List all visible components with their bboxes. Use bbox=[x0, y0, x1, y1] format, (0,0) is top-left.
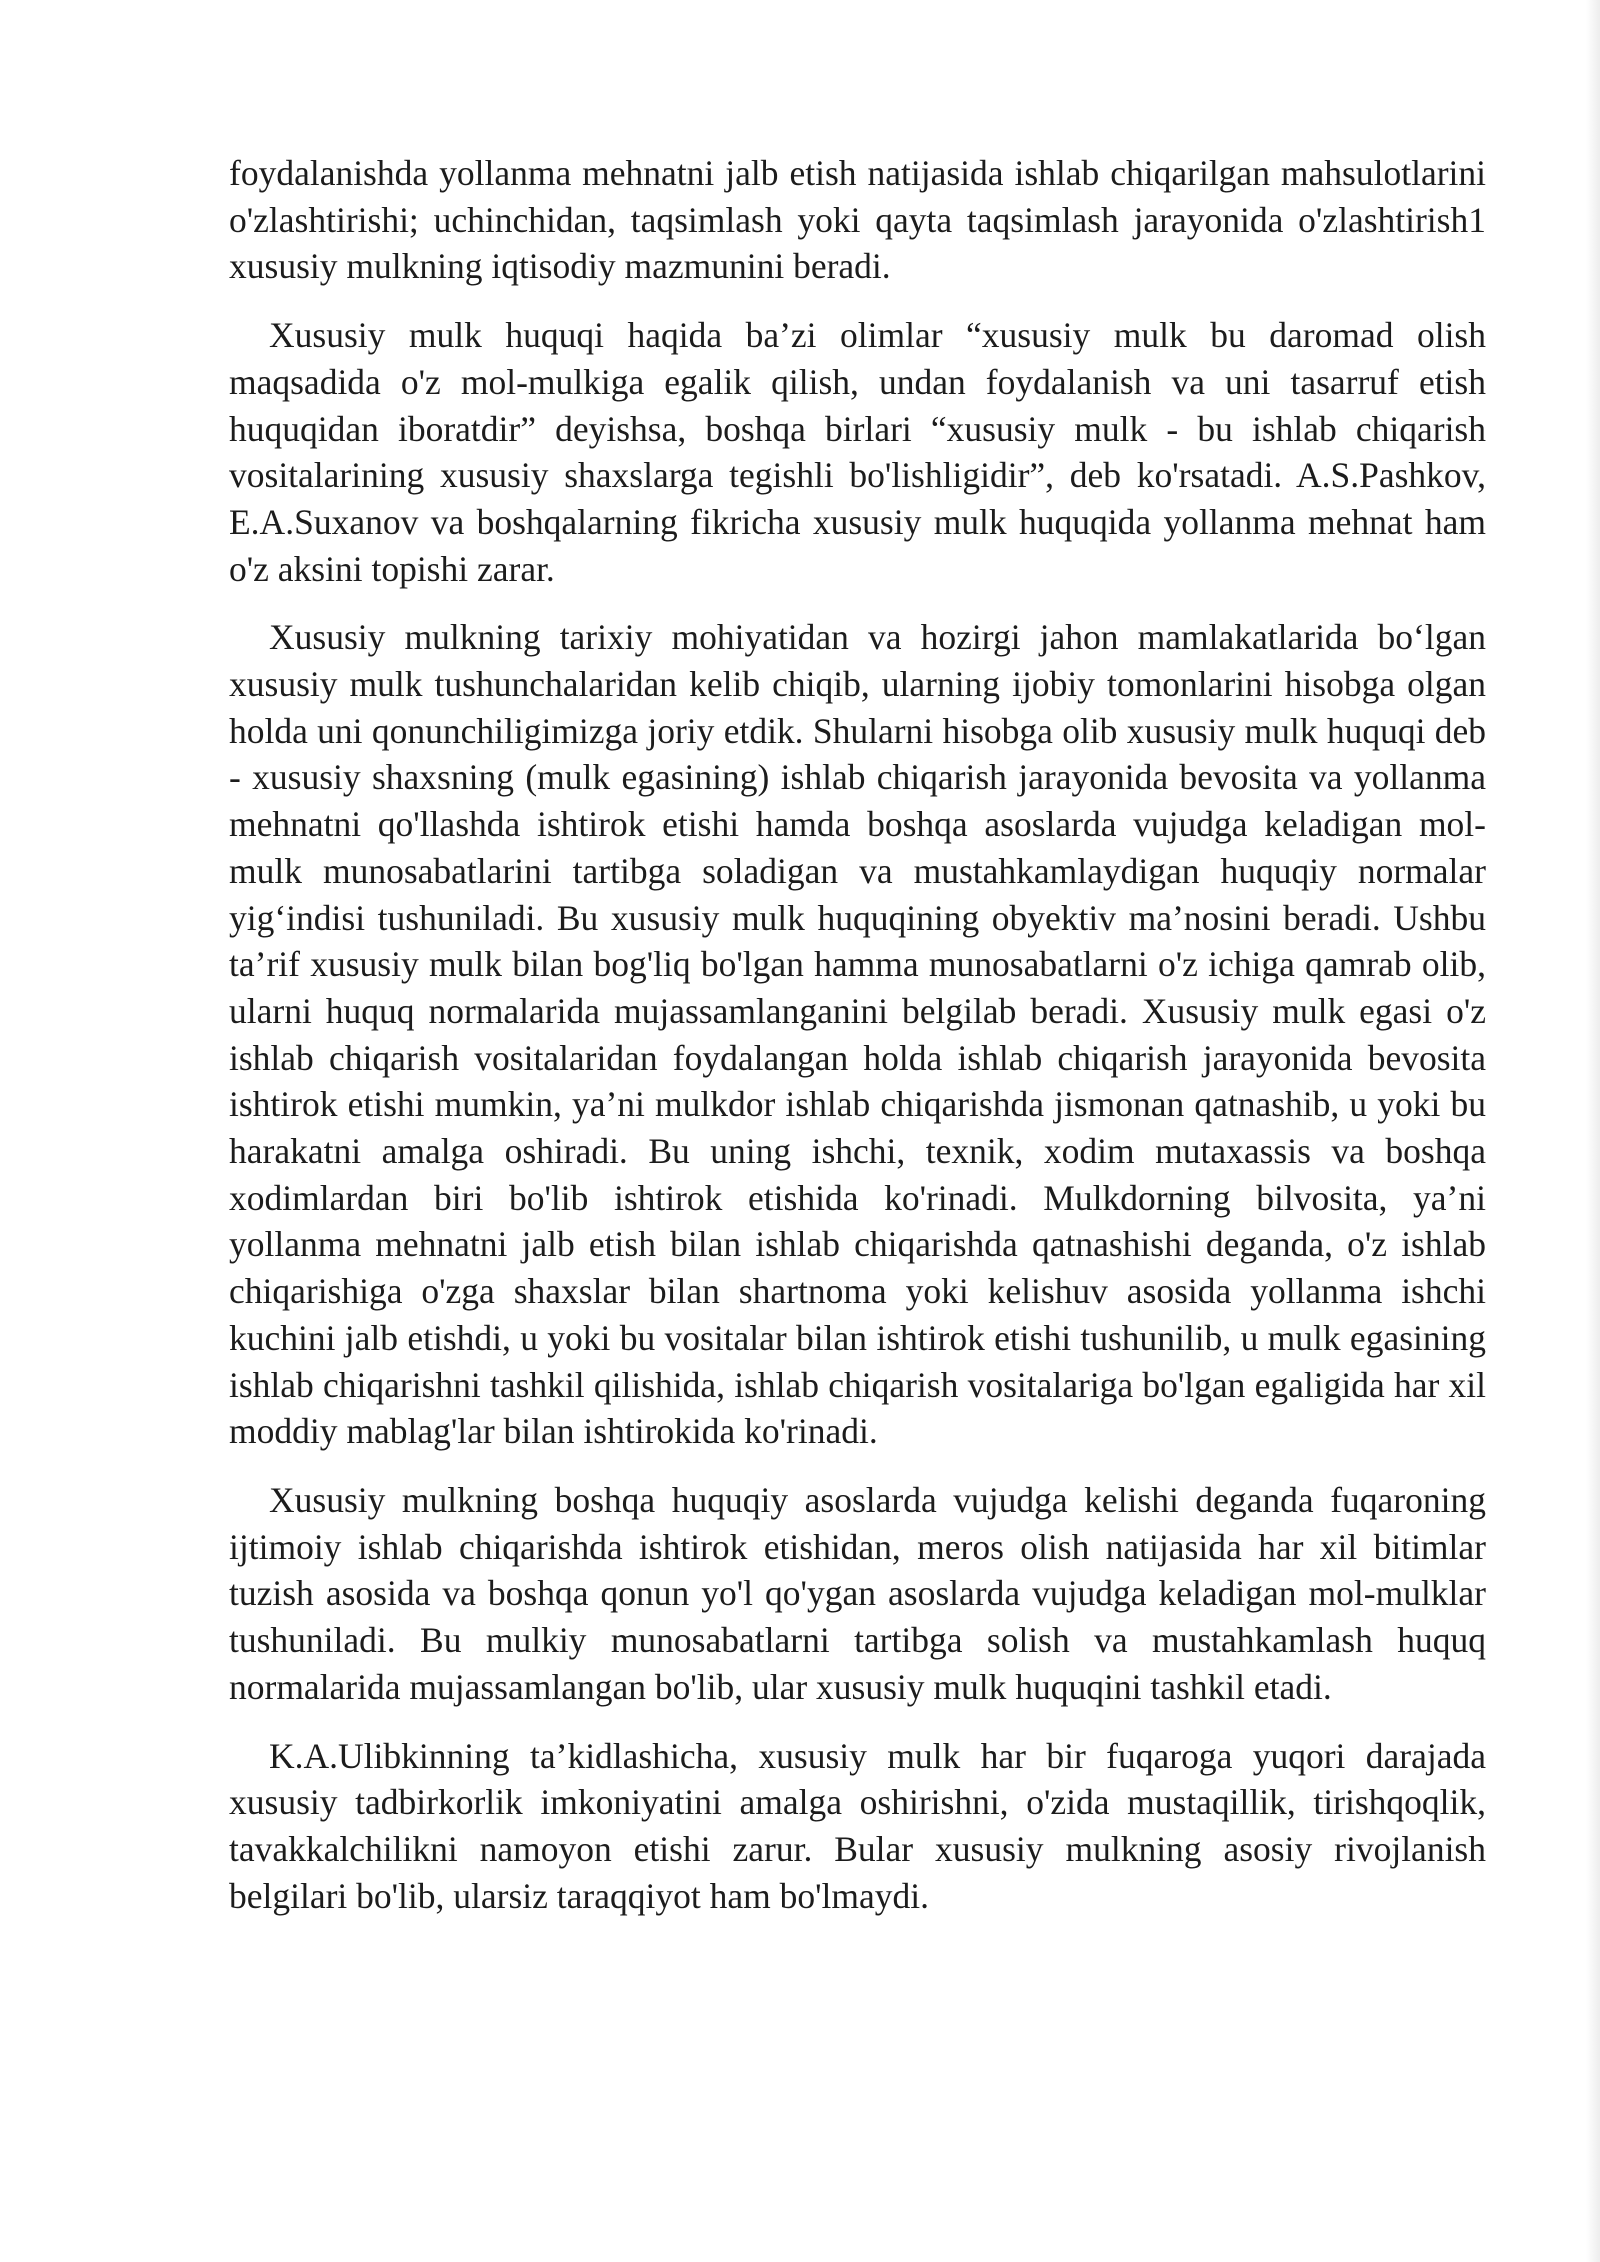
paragraph-1: foydalanishda yollanma mehnatni jalb etish natijasida ishlab chiqarilgan mahsulotlarini o'zlashtirishi; uchinchidan, taqsimlash yoki qayta taqsimlash jarayonida o'zlashtirish1 xususiy mulkning iqtisodiy mazmunini beradi. bbox=[229, 153, 1486, 287]
paragraph-5: K.A.Ulibkinning ta’kidlashicha, xususiy mulk har bir fuqaroga yuqori darajada xususiy tadbirkorlik imkoniyatini amalga oshirishni, o'zida mustaqillik, tirishqoqlik, tavakkalchilikni namoyon etishi zarur. Bular xususiy mulkning asosiy rivojlanish belgilari bo'lib, ularsiz taraqqiyot ham bo'lmaydi. bbox=[229, 1735, 1486, 1916]
page-edge-shadow bbox=[1586, 0, 1600, 2262]
paragraph-4: Xususiy mulkning boshqa huquqiy asoslarda vujudga kelishi deganda fuqaroning ijtimoiy ishlab chiqarishda ishtirok etishidan, meros olish natijasida har xil bitimlar tuzish asosida va boshqa qonun yo'l qo'ygan asoslarda vujudga keladigan mol-mulklar tushuniladi. Bu mulkiy munosabatlarni tartibga solish va mustahkamlash huquq normalarida mujassamlangan bo'lib, ular xususiy mulk huquqini tashkil etadi. bbox=[229, 1479, 1486, 1707]
paragraph-2: Xususiy mulk huquqi haqida ba’zi olimlar “xususiy mulk bu daromad olish maqsadida o'z mol-mulkiga egalik qilish, undan foydalanish va uni tasarruf etish huquqidan iboratdir” deyishsa, boshqa birlari “xususiy mulk - bu ishlab chiqarish vositalarining xususiy shaxslarga tegishli bo'lishligidir”, deb ko'rsatadi. A.S.Pashkov, E.A.Suxanov va boshqalarning fikricha xususiy mulk huquqida yollanma mehnat ham o'z aksini topishi zarar. bbox=[229, 315, 1486, 589]
paragraph-3: Xususiy mulkning tarixiy mohiyatidan va hozirgi jahon mamlakatlarida bo‘lgan xususiy mulk tushunchalaridan kelib chiqib, ularning ijobiy tomonlarini hisobga olgan holda uni qonunchiligimizga joriy etdik. Shularni hisobga olib xususiy mulk huquqi deb - xususiy shaxsning (mulk egasining) ishlab chiqarish jarayonida bevosita va yollanma mehnatni qo'llashda ishtirok etishi hamda boshqa asoslarda vujudga keladigan mol-mulk munosabatlarini tartibga soladigan va mustahkamlaydigan huquqiy normalar yig‘indisi tushuniladi. Bu xususiy mulk huquqining obyektiv ma’nosini beradi. Ushbu ta’rif xususiy mulk bilan bog'liq bo'lgan hamma munosabatlarni o'z ichiga qamrab olib, ularni huquq normalarida mujassamlanganini belgilab beradi. Xususiy mulk egasi o'z ishlab chiqarish vositalaridan foydalangan holda ishlab chiqarish jarayonida bevosita ishtirok etishi mumkin, ya’ni mulkdor ishlab chiqarishda jismonan qatnashib, u yoki bu harakatni amalga oshiradi. Bu uning ishchi, texnik, xodim mutaxassis va boshqa xodimlardan biri bo'lib ishtirok etishida ko'rinadi. Mulkdorning bilvosita, ya’ni yollanma mehnatni jalb etish bilan ishlab chiqarishda qatnashishi deganda, o'z ishlab chiqarishiga o'zga shaxslar bilan shartnoma yoki kelishuv asosida yollanma ishchi kuchini jalb etishdi, u yoki bu vositalar bilan ishtirok etishi tushunilib, u mulk egasining ishlab chiqarishni tashkil qilishida, ishlab chiqarish vositalariga bo'lgan egaligida har xil moddiy mablag'lar bilan ishtirokida ko'rinadi. bbox=[229, 617, 1486, 1452]
document-body bbox=[229, 150, 1486, 1941]
